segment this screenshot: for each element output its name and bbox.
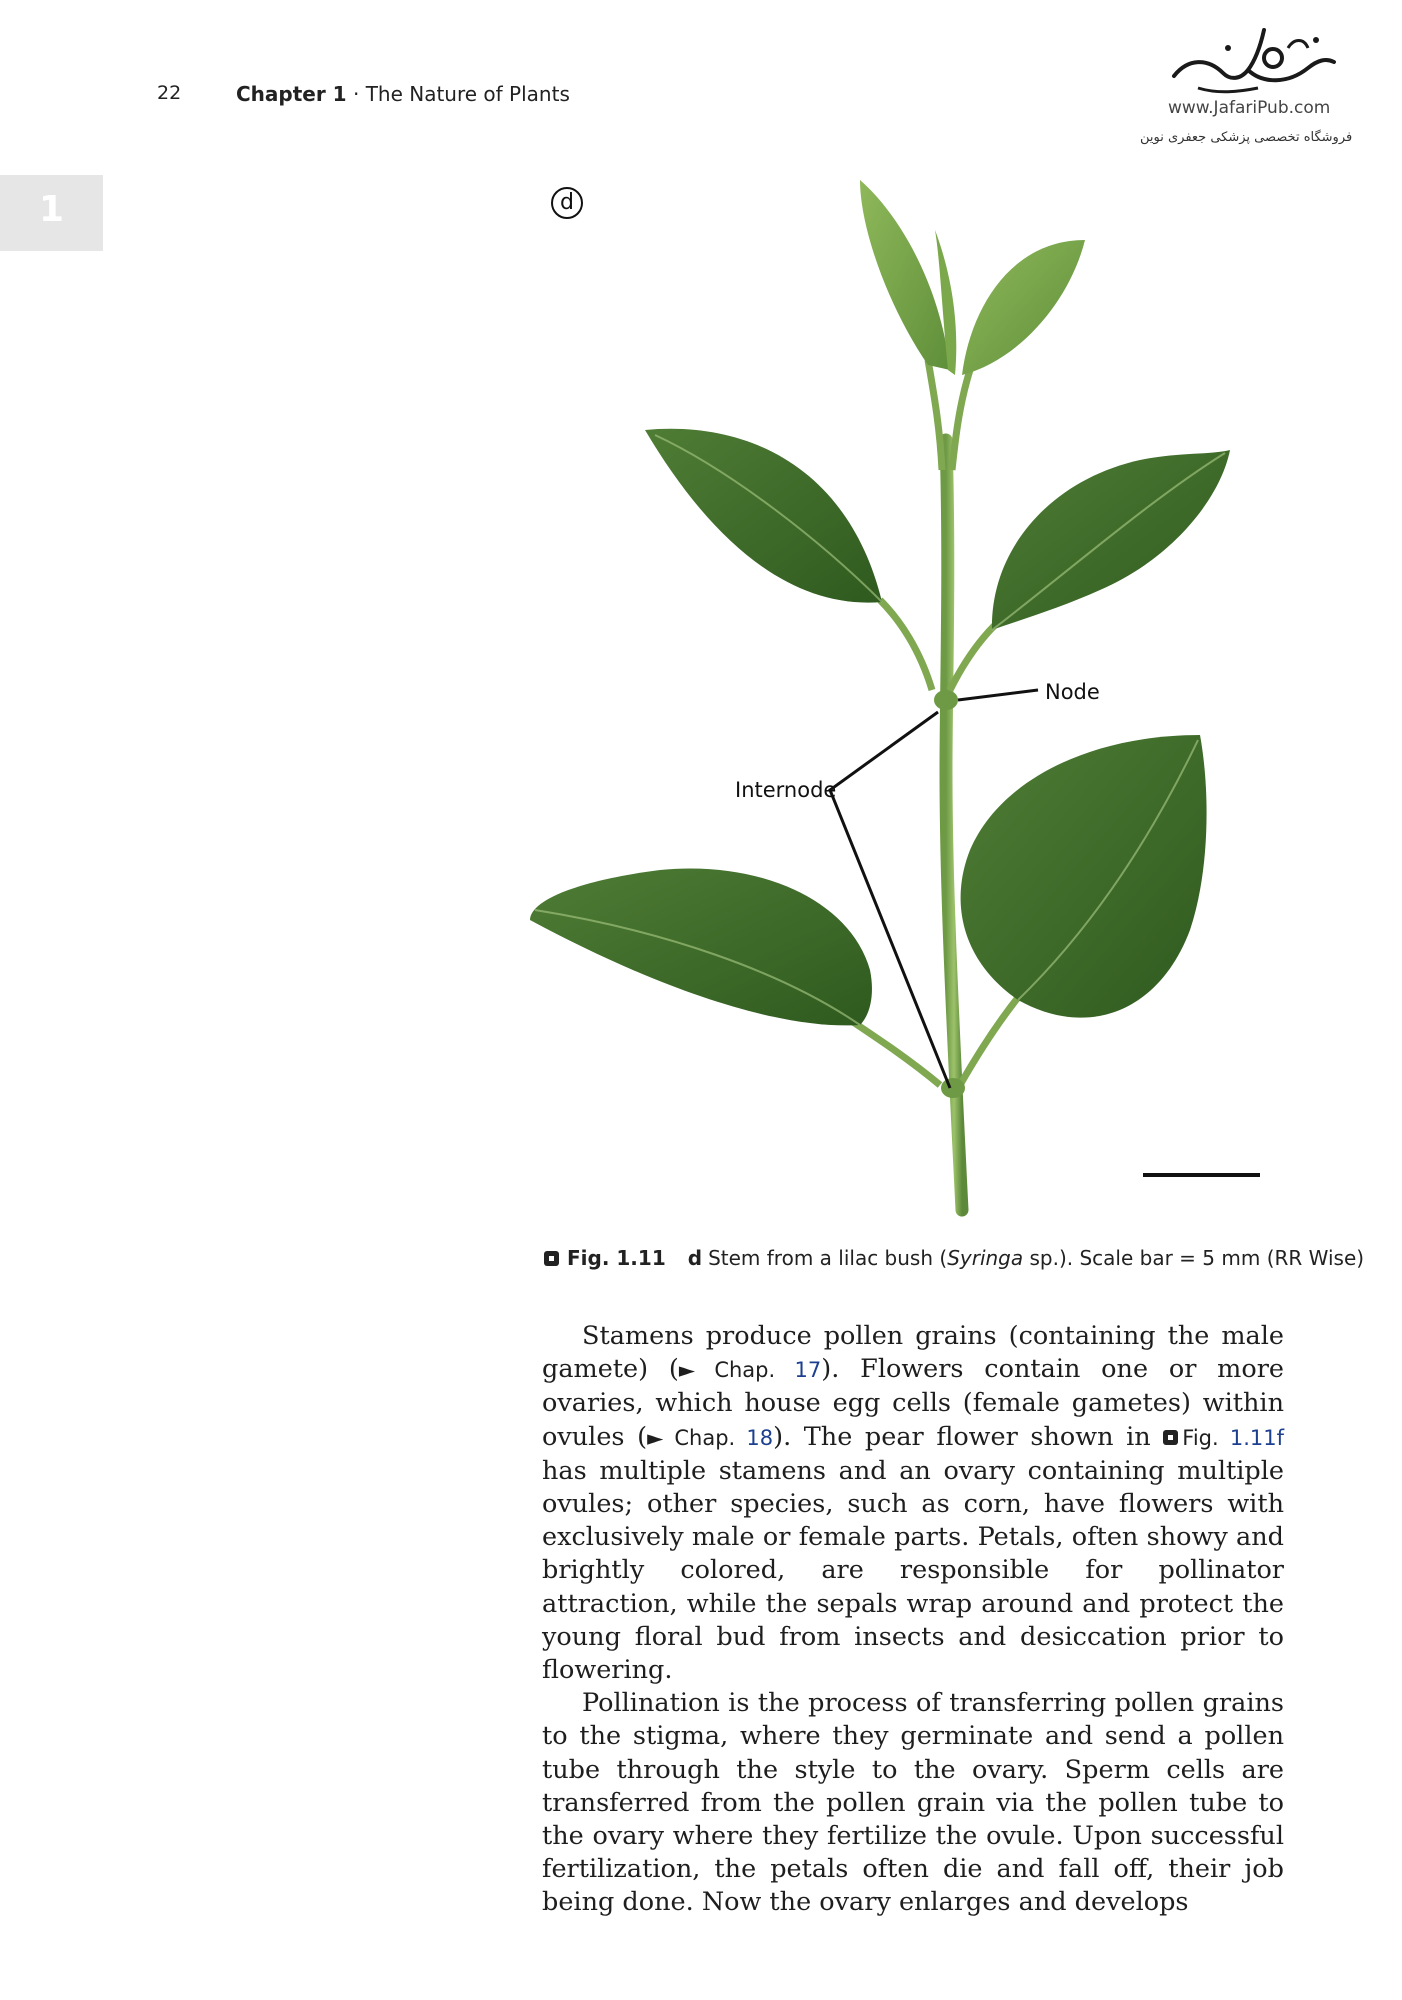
running-head-separator: · xyxy=(346,82,366,106)
panel-letter: d xyxy=(551,187,583,219)
chap-18-link[interactable] xyxy=(647,1426,773,1450)
node-callout-line xyxy=(958,690,1038,700)
p1-text-3: ). The pear flower shown in xyxy=(773,1421,1164,1452)
chapter-tab-number: 1 xyxy=(38,189,65,230)
fig-1-11f-link[interactable] xyxy=(1163,1426,1284,1450)
caption-species: Syringa xyxy=(947,1246,1024,1270)
body-text xyxy=(542,1320,1284,1920)
paragraph-1 xyxy=(542,1320,1284,1687)
figure-caption xyxy=(544,1246,1365,1270)
upper-right-petiole xyxy=(950,625,995,690)
chap-17-prefix: ► Chap. xyxy=(678,1358,795,1383)
publisher-url: www.JafariPub.com xyxy=(1168,98,1331,118)
chap-18-number: 18 xyxy=(746,1425,774,1450)
caption-figure-number: Fig. 1.11 xyxy=(567,1246,666,1270)
top-petiole-left xyxy=(928,360,942,470)
running-head xyxy=(236,82,570,106)
chap-18-prefix: ► Chap. xyxy=(647,1425,747,1450)
young-leaf-right xyxy=(962,240,1085,375)
caption-text-after: sp.). Scale bar = 5 mm (RR Wise) xyxy=(1023,1246,1365,1270)
figure-square-icon xyxy=(544,1251,559,1266)
fig-ref-prefix: Fig. xyxy=(1182,1425,1230,1450)
chapter-label: Chapter 1 xyxy=(236,82,347,106)
chapter-title: The Nature of Plants xyxy=(365,82,570,106)
caption-text-before: Stem from a lilac bush ( xyxy=(708,1246,948,1270)
p1-text-4: has multiple stamens and an ovary containing multiple ovules; other species, such as corn, have flowers with exclusively male or female parts. Petals, often showy and brightly colored, are responsible for pollinator attraction, while the sepals wrap around and protect the young floral bud from insects and desiccation prior to flowering. xyxy=(542,1455,1284,1686)
young-leaf-left xyxy=(860,180,950,370)
chapter-tab xyxy=(0,175,103,251)
fig-ref-number: 1.11f xyxy=(1229,1425,1284,1450)
p1-text-2: ). Flowers contain one or more ovaries, which house egg cells (female gametes) within ovules ( xyxy=(542,1354,1284,1452)
paragraph-2: Pollination is the process of transferring pollen grains to the stigma, where they germinate and send a pollen tube through the style to the ovary. Sperm cells are transferred from the pollen grain via the pollen tube to the ovary where they fertilize the ovule. Upon successful fertilization, the petals often die and fall off, their job being done. Now the ovary enlarges and develops xyxy=(542,1688,1284,1918)
upper-left-petiole xyxy=(880,600,932,690)
lilac-stem-illustration xyxy=(530,170,1290,1230)
page-number: 22 xyxy=(157,82,182,104)
p1-text-1: Stamens produce pollen grains (containing the male gamete) ( xyxy=(542,1321,1284,1385)
lower-node-bulge xyxy=(941,1078,965,1098)
upper-left-leaf xyxy=(645,429,882,603)
chap-17-number: 17 xyxy=(794,1358,822,1383)
chap-17-link[interactable] xyxy=(679,1358,821,1382)
internode-callout-line xyxy=(830,712,950,1088)
publisher-logo xyxy=(1120,18,1360,158)
scale-bar xyxy=(1143,1173,1260,1177)
label-internode: Internode xyxy=(735,778,837,802)
figure-lilac-stem xyxy=(530,170,1290,1230)
caption-panel: d xyxy=(687,1246,703,1270)
top-petiole-right xyxy=(952,370,970,470)
lower-right-leaf xyxy=(961,735,1207,1018)
figure-square-icon xyxy=(1163,1430,1178,1445)
lower-right-petiole xyxy=(960,995,1020,1085)
publisher-subtitle: فروشگاه تخصصی پزشکی جعفری نوین xyxy=(1140,130,1353,145)
label-node: Node xyxy=(1045,680,1100,704)
calligraphy-logo-icon xyxy=(1168,18,1338,96)
node-bulge xyxy=(934,690,958,710)
